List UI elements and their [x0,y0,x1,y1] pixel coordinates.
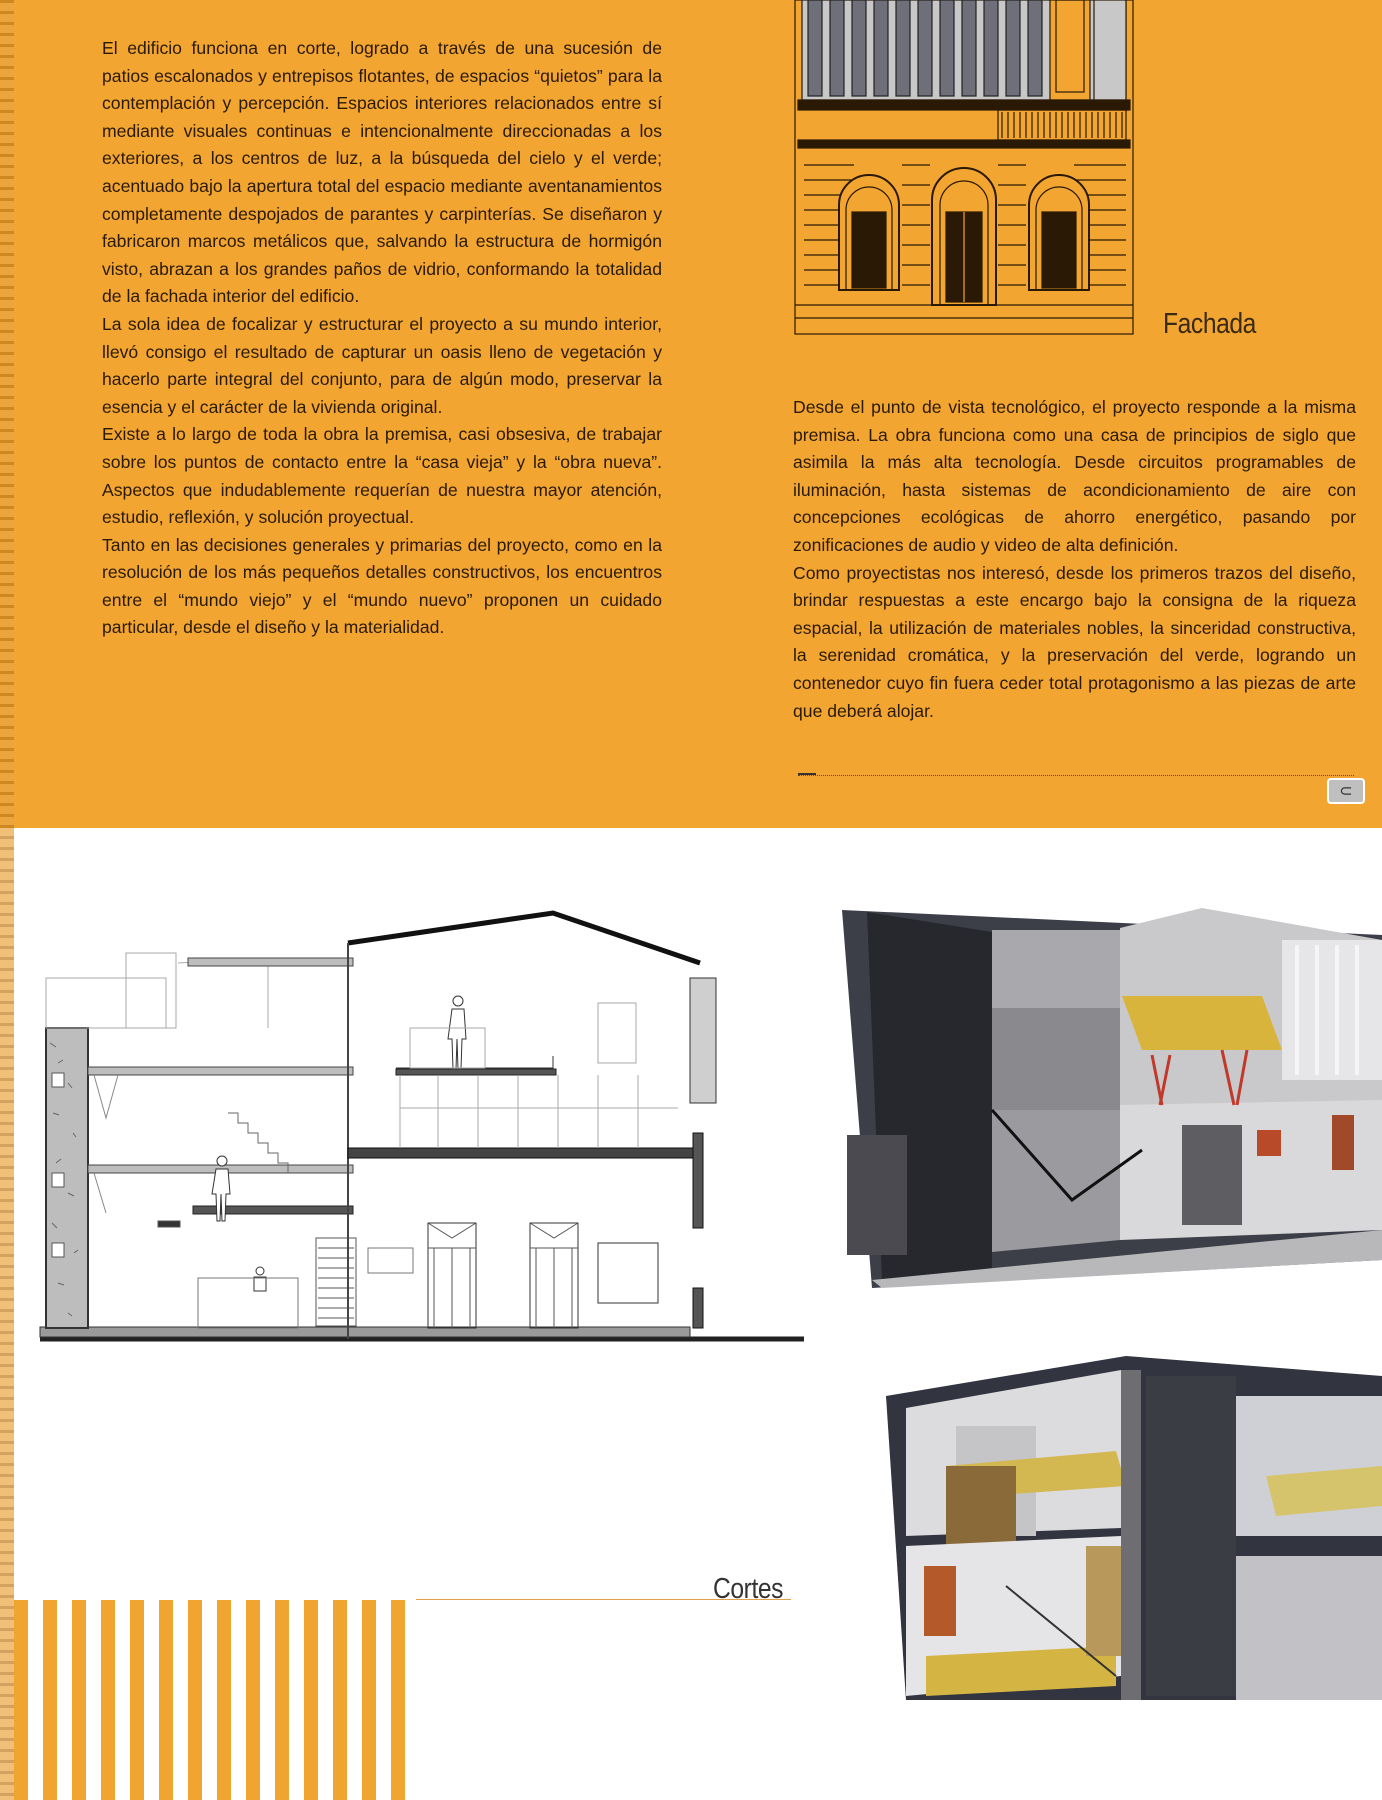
left-paragraph: El edificio funciona en corte, logrado a través de una sucesión de patios escalonados y entrepisos flotantes, de espacios “quietos” para la contemplación y percepción. Espacios interiores relacionados entre sí mediante visuales continuas e intencionalmente direccionadas a los exteriores, a los centros de luz, a la búsqueda del cielo y el verde; acentuado bajo la apertura total del espacio mediante aventanamientos completamente despojados de parantes y carpinterías. Se diseñaron y fabricaron marcos metálicos que, salvando la estructura de hormigón visto, abrazan a los grandes paños de vidrio, conformando la totalidad de la fachada interior del edificio. [102,38,662,307]
decorative-stripes [14,1600,416,1800]
caption-cortes: Cortes [713,1573,784,1605]
left-text-column [102,35,662,642]
left-paragraph: Tanto en las decisiones generales y primarias del proyecto, como en la resolución de los más pequeños detalles constructivos, los encuentros entre el “mundo viejo” y el “mundo nuevo” proponen un cuidado particular, desde el diseño y la materialidad. [102,534,662,638]
facade-elevation-drawing [794,0,1134,338]
right-paragraph: Como proyectistas nos interesó, desde los primeros trazos del diseño, brindar respuestas a este encargo bajo la consigna de la riqueza espacial, la utilización de materiales nobles, la sinceridad constructiva, la serenidad cromática, y la preservación del verde, logrando un contenedor cuyo fin fuera ceder total protagonismo a las piezas de arte que deberá alojar. [793,562,1356,721]
right-paragraph: Desde el punto de vista tecnológico, el proyecto responde a la misma premisa. La obra funciona como una casa de principios de siglo que asimila la más alta tecnología. Desde circuitos programables de iluminación, hasta sistemas de acondicionamiento de aire con concepciones ecológicas de ahorro energético, pasando por zonificaciones de audio y video de alta definición. [793,397,1356,555]
end-of-article-icon: ⊂ [1327,778,1365,804]
left-paragraph: La sola idea de focalizar y estructurar el proyecto a su mundo interior, llevó consigo el resultado de capturar un oasis lleno de vegetación y hacerlo parte integral del conjunto, para de algún modo, preservar la esencia y el carácter de la vivienda original. [102,313,662,417]
render-section-lower [886,1356,1382,1700]
render-section-upper [842,900,1382,1288]
right-text-column [793,394,1356,725]
left-paragraph: Existe a lo largo de toda la obra la premisa, casi obsesiva, de trabajar sobre los puntos de contacto entre la “casa vieja” y la “obra nueva”. Aspectos que indudablemente requerían de nuestra mayor atención, estudio, reflexión, y solución proyectual. [102,424,662,528]
binding-spine [0,0,14,1800]
building-section-drawing [38,903,808,1345]
caption-fachada: Fachada [1163,308,1256,340]
dotted-rule [798,775,1354,777]
